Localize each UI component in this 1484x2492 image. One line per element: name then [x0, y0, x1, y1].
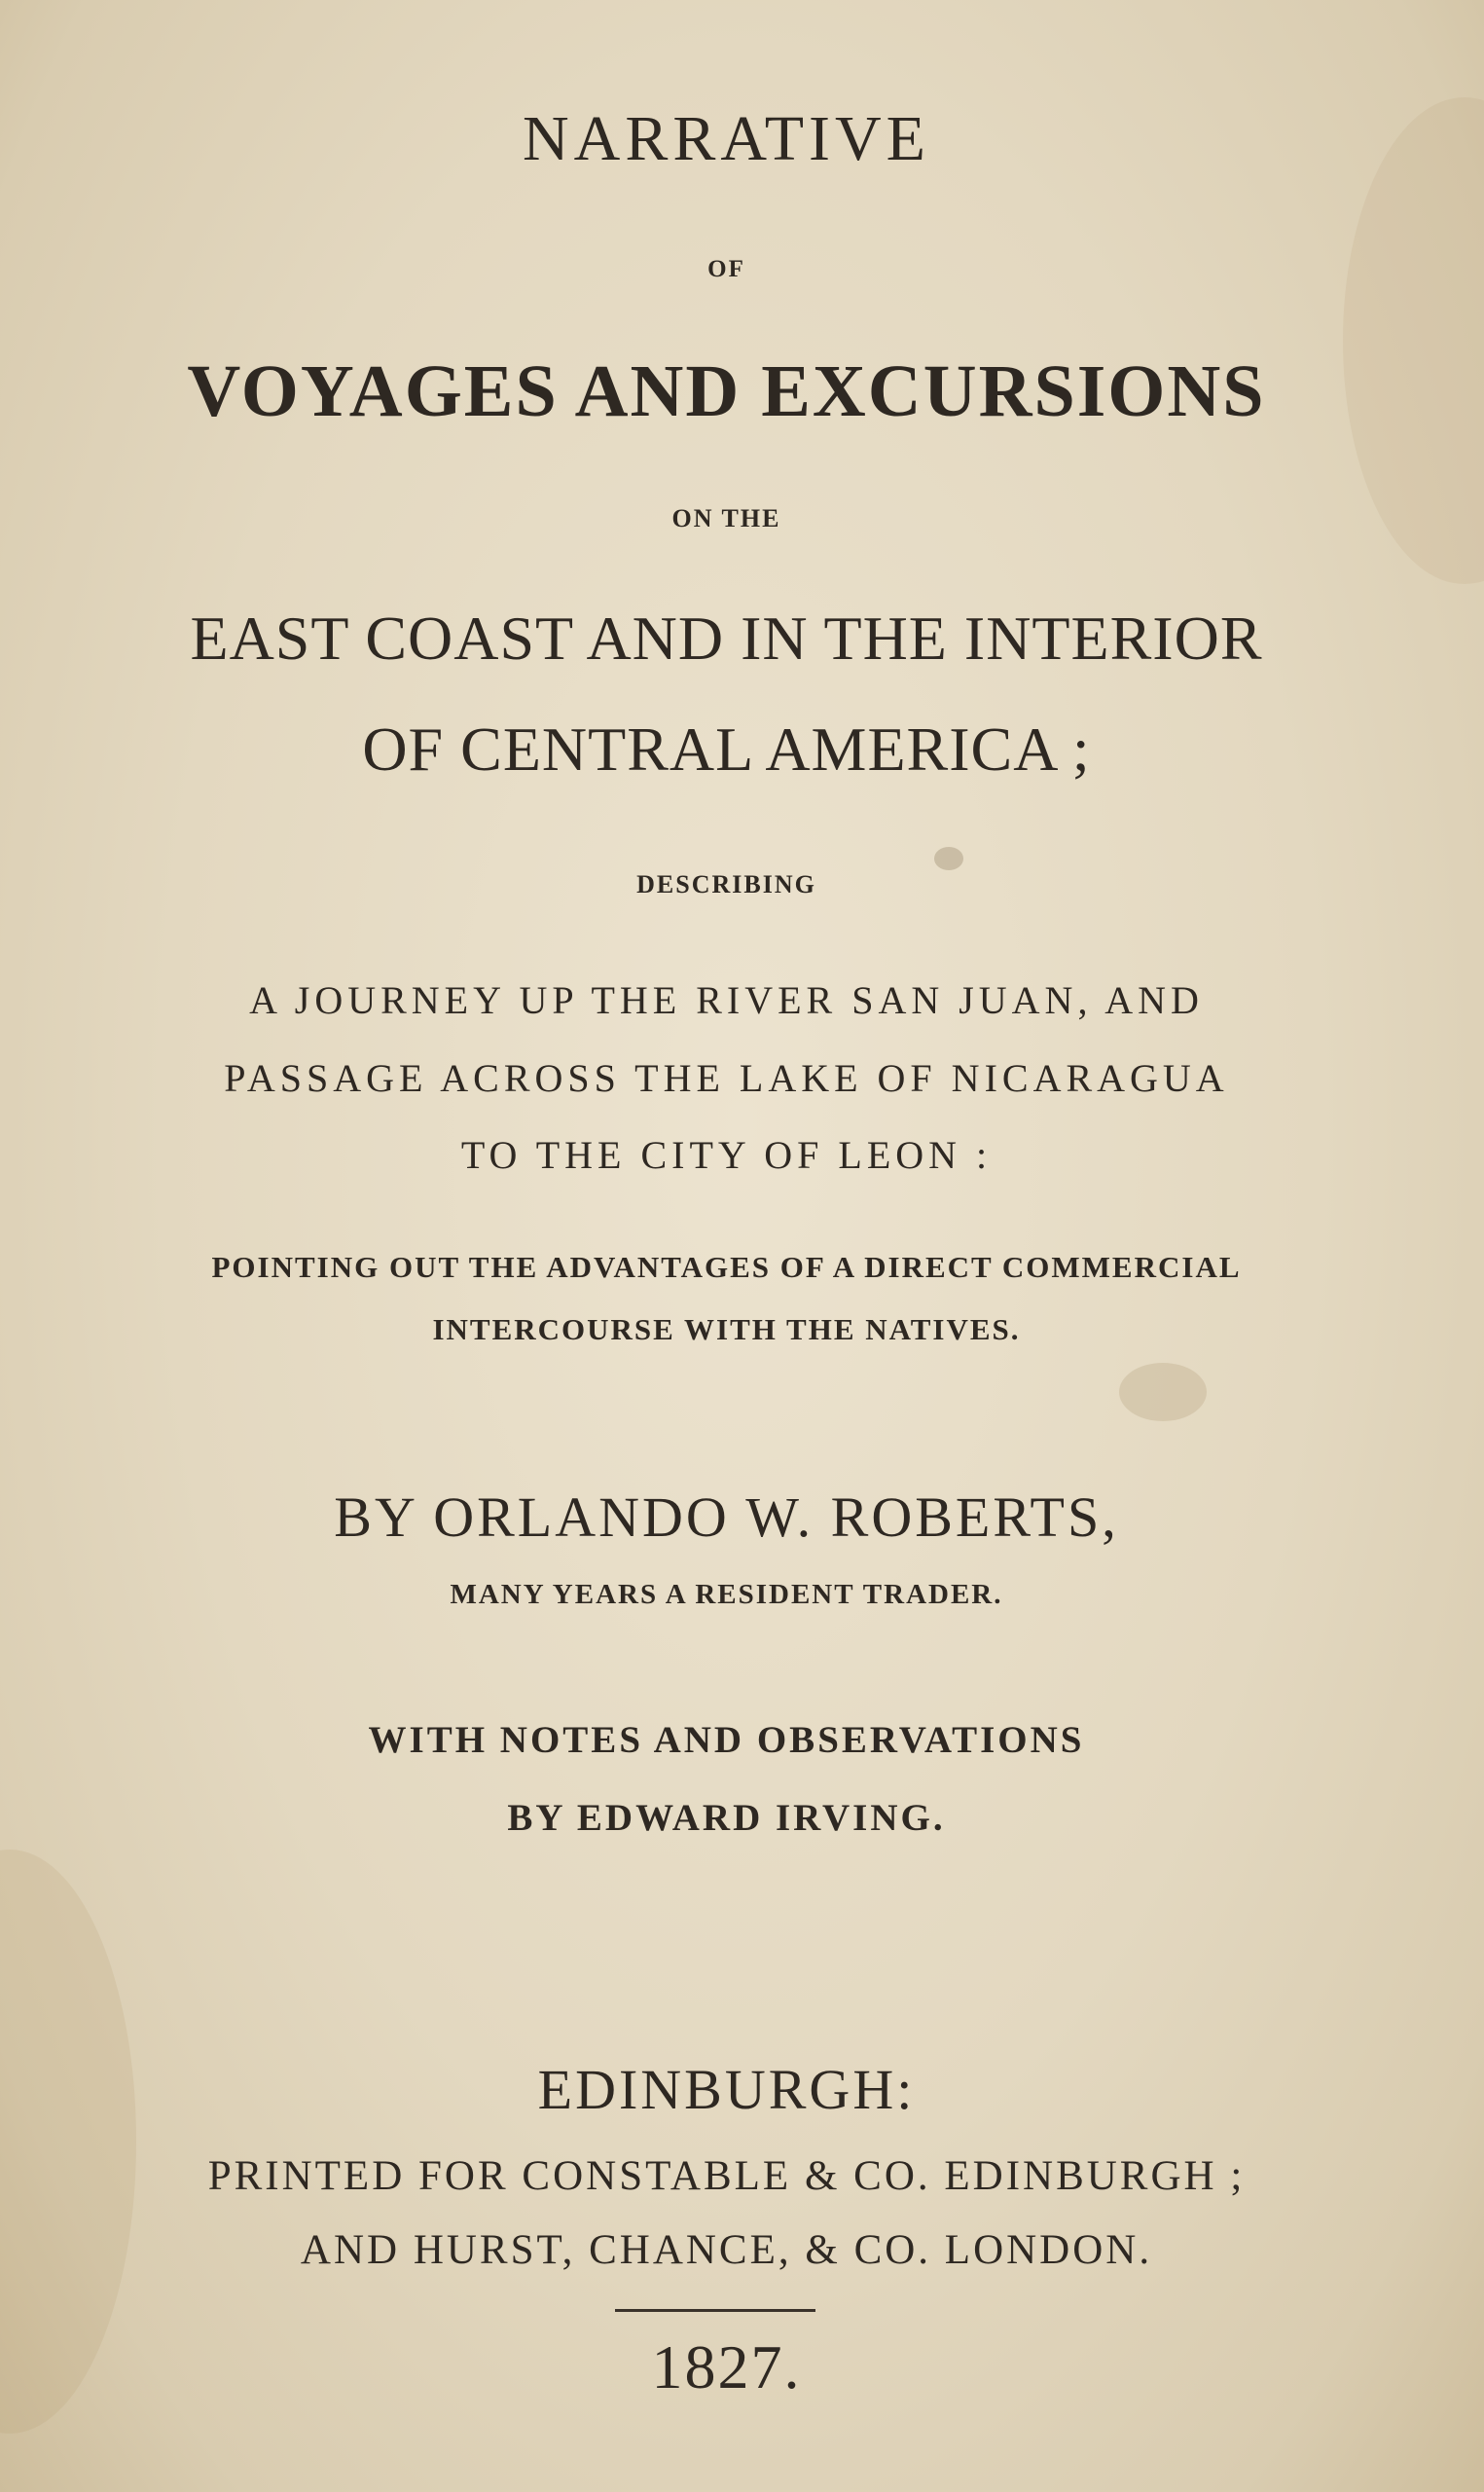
- subtitle-describing: DESCRIBING: [636, 870, 816, 898]
- pointing-line-2: INTERCOURSE WITH THE NATIVES.: [432, 1312, 1021, 1346]
- title-voyages: VOYAGES AND EXCURSIONS: [187, 350, 1266, 432]
- title-east-coast: EAST COAST AND IN THE INTERIOR: [190, 604, 1263, 673]
- journey-line-3: TO THE CITY OF LEON :: [460, 1133, 993, 1177]
- journey-line-2: PASSAGE ACROSS THE LAKE OF NICARAGUA: [224, 1056, 1229, 1100]
- paper-stain: [934, 847, 963, 870]
- imprint-place: EDINBURGH:: [537, 2058, 916, 2121]
- notes-line-1: WITH NOTES AND OBSERVATIONS: [368, 1719, 1085, 1761]
- title-of: OF: [707, 256, 745, 282]
- author-description: MANY YEARS A RESIDENT TRADER.: [450, 1579, 1003, 1610]
- imprint-year: 1827.: [651, 2332, 802, 2401]
- journey-line-1: A JOURNEY UP THE RIVER SAN JUAN, AND: [249, 978, 1204, 1022]
- title-central-america: OF CENTRAL AMERICA ;: [362, 715, 1091, 784]
- title-on-the: ON THE: [671, 504, 781, 532]
- imprint-printer-2: AND HURST, CHANCE, & CO. LONDON.: [300, 2227, 1153, 2273]
- author-name: BY ORLANDO W. ROBERTS,: [334, 1485, 1119, 1549]
- notes-line-2: BY EDWARD IRVING.: [507, 1797, 946, 1839]
- title-narrative: NARRATIVE: [523, 103, 930, 174]
- paper-stain: [1119, 1363, 1207, 1421]
- imprint-printer-1: PRINTED FOR CONSTABLE & CO. EDINBURGH ;: [207, 2153, 1246, 2199]
- year-rule-divider: [615, 2309, 815, 2312]
- pointing-line-1: POINTING OUT THE ADVANTAGES OF A DIRECT COMMERCIAL: [211, 1250, 1242, 1284]
